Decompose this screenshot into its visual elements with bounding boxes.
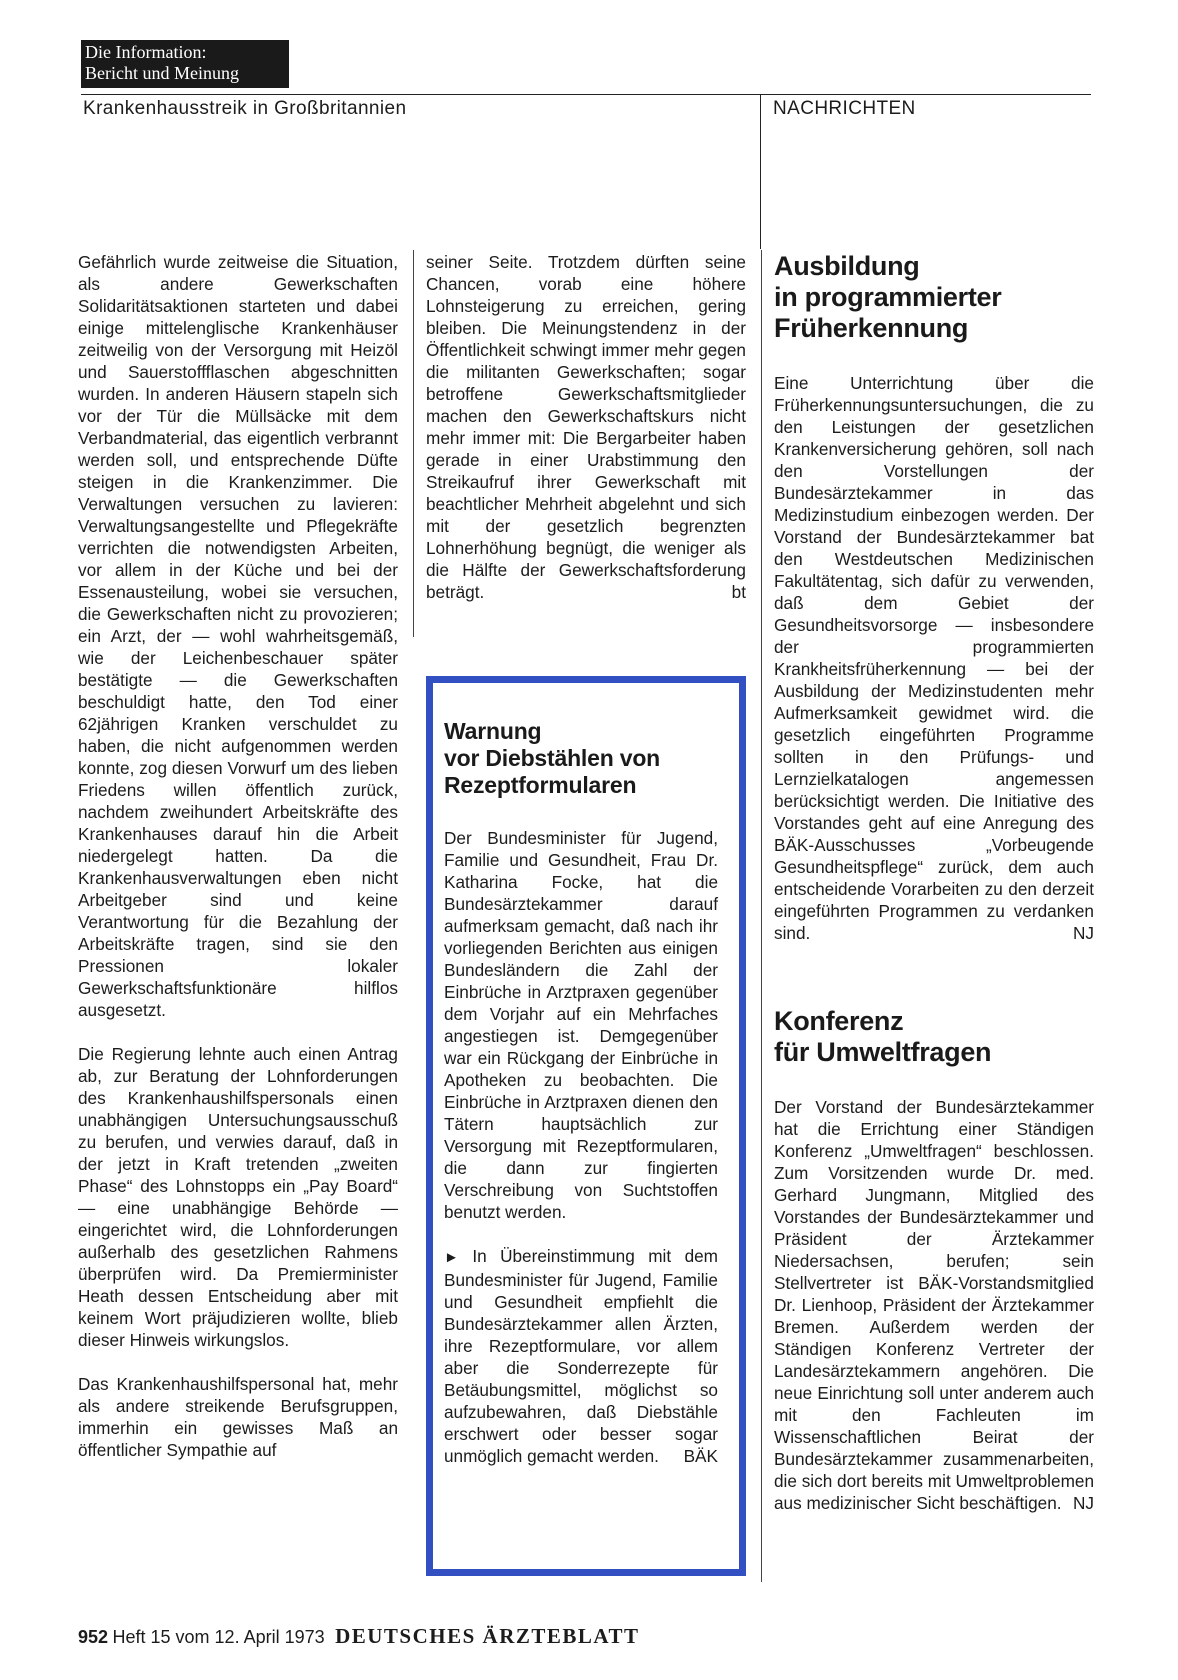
paragraph-text: seiner Seite. Trotzdem dürften seine Chancen, vorab eine höhere Lohnsteigerung zu erreichen, gering bleiben. Die Meinungstendenz in der Öffentlichkeit schwingt immer mehr gegen die militanten Gewerkschaften; sogar betroffene Gewerkschaftsmitglieder machen den Gewerkschaftskurs nicht mehr immer mit: Die Bergarbeiter haben gerade in einer Urabstimmung den Streikaufruf ihrer Gewerkschaft mit beachtlicher Mehrheit abgelehnt und sich mit der gesetzlich begrenzten Lohnerhöhung begnügt, die weniger als die Hälfte der Gewerkschaftsforderung beträgt. <box>426 252 746 602</box>
author-signature: NJ <box>1072 923 1094 943</box>
paragraph: Gefährlich wurde zeitweise die Situation, als andere Gewerkschaften Solidaritätsaktionen starteten und dabei einige mittelenglische Krankenhäuser zeitweilig von der Versorgung mit Heizöl und Sauerstoffflaschen abgeschnitten wurden. In anderen Häusern stapeln sich vor der Tür die Müllsäcke mit dem Verbandmaterial, das eigentlich verbrannt werden soll, und entsprechende Düfte steigen in die Krankenzimmer. Die Verwaltungen versuchen zu lavieren: Verwaltungsangestellte und Pflegekräfte verrichten die notwendigsten Arbeiten, vor allem in der Küche und bei der Essenausteilung, wobei sie versuchen, die Gewerkschaften nicht zu provozieren; ein Arzt, der — wohl wahrheitsgemäß, wie der Leichenbeschauer später bestätigte — die Gewerkschaften beschuldigt hatte, den Tod einer 62jährigen Kranken verschuldet zu haben, die nicht aufgenommen werden konnte, zog diesen Vorwurf um des lieben Friedens willen öffentlich zurück, nachdem zweihundert Arbeitskräfte des Krankenhauses darauf hin die Arbeit niedergelegt hatten. Da die Krankenhausverwaltungen eben nicht Arbeitgeber sind und keine Verantwortung für die Bezahlung der Arbeitskräfte tragen, sind sie den Pressionen lokaler Gewerkschaftsfunktionäre hilflos ausgesetzt. <box>78 252 398 1020</box>
journal-name: DEUTSCHES ÄRZTEBLATT <box>335 1624 640 1648</box>
paragraph: Das Krankenhaushilfspersonal hat, mehr als andere streikende Berufsgruppen, immerhin ein gewisses Maß an öffentlicher Sympathie auf <box>78 1374 398 1460</box>
column-2 <box>426 251 746 603</box>
paragraph-text: Der Vorstand der Bundesärztekammer hat die Errichtung einer Ständigen Konferenz „Umweltfragen“ beschlossen. Zum Vorsitzenden wurde Dr. med. Gerhard Jungmann, Mitglied des Vorstandes der Bundesärztekammer und Präsident der Ärztekammer Niedersachsen, berufen; sein Stellvertreter ist BÄK-Vorstandsmitglied Dr. Lienhoop, Präsident der Ärztekammer Bremen. Außerdem werden der Ständigen Konferenz Vertreter der Landesärztekammern angehören. Die neue Einrichtung soll unter anderem auch mit den Fachleuten im Wissenschaftlichen Beirat der Bundesärztekammer zusammenarbeiten, die sich dort bereits mit Umweltproblemen aus medizinischer Sicht beschäftigen. <box>774 1097 1094 1513</box>
warning-box <box>426 676 746 1576</box>
headline-line: Ausbildung <box>774 251 920 281</box>
column-divider <box>760 94 761 249</box>
headline-line: Warnung <box>444 718 542 744</box>
arrow-icon: ► <box>444 1249 459 1266</box>
paragraph <box>426 251 746 603</box>
paragraph <box>774 372 1094 944</box>
headline-line: Früherkennung <box>774 313 969 343</box>
page-number: 952 <box>78 1627 109 1647</box>
author-signature: NJ <box>1072 1493 1094 1513</box>
headline-line: Rezeptformularen <box>444 772 637 798</box>
paragraph: Die Regierung lehnte auch einen Antrag ab, zur Beratung der Lohnforderungen des Krankenhaushilfspersonals einen unabhängigen Untersuchungsausschuß zu berufen, und verwies darauf, daß in der jetzt in Kraft tretenden „zweiten Phase“ des Lohnstopps ein „Pay Board“ — eine unabhängige Behörde — eingerichtet wird, die Lohnforderungen außerhalb des gesetzlichen Rahmens überprüfen wird. Da Premierminister Heath dessen Entscheidung aber mit keinem Wort präjudizieren wollte, blieb dieser Hinweis wirkungslos. <box>78 1044 398 1350</box>
rubric-line-1: Die Information: <box>85 42 207 62</box>
warning-box-content <box>444 718 718 1489</box>
paragraph-text: Eine Unterrichtung über die Früherkennungsuntersuchungen, die zu den Leistungen der gesetzlichen Krankenversicherung gehören, soll nach den Vorstellungen der Bundesärztekammer in das Medizinstudium einbezogen werden. Der Vorstand der Bundesärztekammer bat den Westdeutschen Medizinischen Fakultätentag, sich dafür zu verwenden, daß dem Gebiet der Gesundheitsvorsorge — insbesondere der programmierten Krankheitsfrüherkennung — bei der Ausbildung der Medizinstudenten mehr Aufmerksamkeit gewidmet wird. die gesetzlich eingeführten Programme sollten in den Prüfungs- und Lernzielkatalogen angemessen berücksichtigt werden. Die Initiative des Vorstandes geht auf eine Anregung des BÄK-Ausschusses „Vorbeugende Gesundheitspflege“ zurück, dem auch entscheidende Vorarbeiten zu den derzeit eingeführten Programmen zu verdanken sind. <box>774 373 1094 943</box>
author-signature: bt <box>731 582 746 602</box>
paragraph-text: In Übereinstimmung mit dem Bundesminister für Jugend, Familie und Gesundheit empfiehlt die Bundesärztekammer allen Ärzten, ihre Rezeptformulare, vor allem aber die Sonderrezepte für Betäubungsmittel, möglichst so aufzubewahren, daß Diebstähle erschwert oder besser sogar unmöglich gemacht werden. <box>444 1246 718 1466</box>
column-divider <box>761 250 762 1582</box>
article-headline <box>774 1006 1094 1068</box>
page-footer <box>78 1624 640 1649</box>
article-headline <box>774 251 1094 344</box>
paragraph <box>444 1245 718 1467</box>
column-3 <box>774 251 1094 1514</box>
column-1 <box>78 251 398 1461</box>
headline-line: Konferenz <box>774 1006 904 1036</box>
top-rule <box>81 94 1091 95</box>
headline-line: in programmierter <box>774 282 1002 312</box>
box-headline <box>444 718 718 799</box>
section-label: NACHRICHTEN <box>773 98 916 119</box>
topic-title: Krankenhausstreik in Großbritannien <box>83 98 407 119</box>
issue-info: Heft 15 vom 12. April 1973 <box>112 1627 325 1647</box>
rubric-box <box>81 40 289 88</box>
rubric-line-2: Bericht und Meinung <box>85 63 239 83</box>
headline-line: für Umweltfragen <box>774 1037 992 1067</box>
author-signature: BÄK <box>683 1446 718 1466</box>
paragraph <box>774 1096 1094 1514</box>
headline-line: vor Diebstählen von <box>444 745 661 771</box>
paragraph: Der Bundesminister für Jugend, Familie und Gesundheit, Frau Dr. Katharina Focke, hat die Bundesärztekammer darauf aufmerksam gemacht, daß nach ihr vorliegenden Berichten aus einigen Bundesländern die Zahl der Einbrüche in Arztpraxen gegenüber dem Vorjahr auf ein Mehrfaches angestiegen ist. Demgegenüber war ein Rückgang der Einbrüche in Apotheken zu beobachten. Die Einbrüche in Arztpraxen dienen den Tätern hauptsächlich zur Versorgung mit Rezeptformularen, die dann zur fingierten Verschreibung von Suchtstoffen benutzt werden. <box>444 828 718 1222</box>
column-divider <box>413 250 414 637</box>
